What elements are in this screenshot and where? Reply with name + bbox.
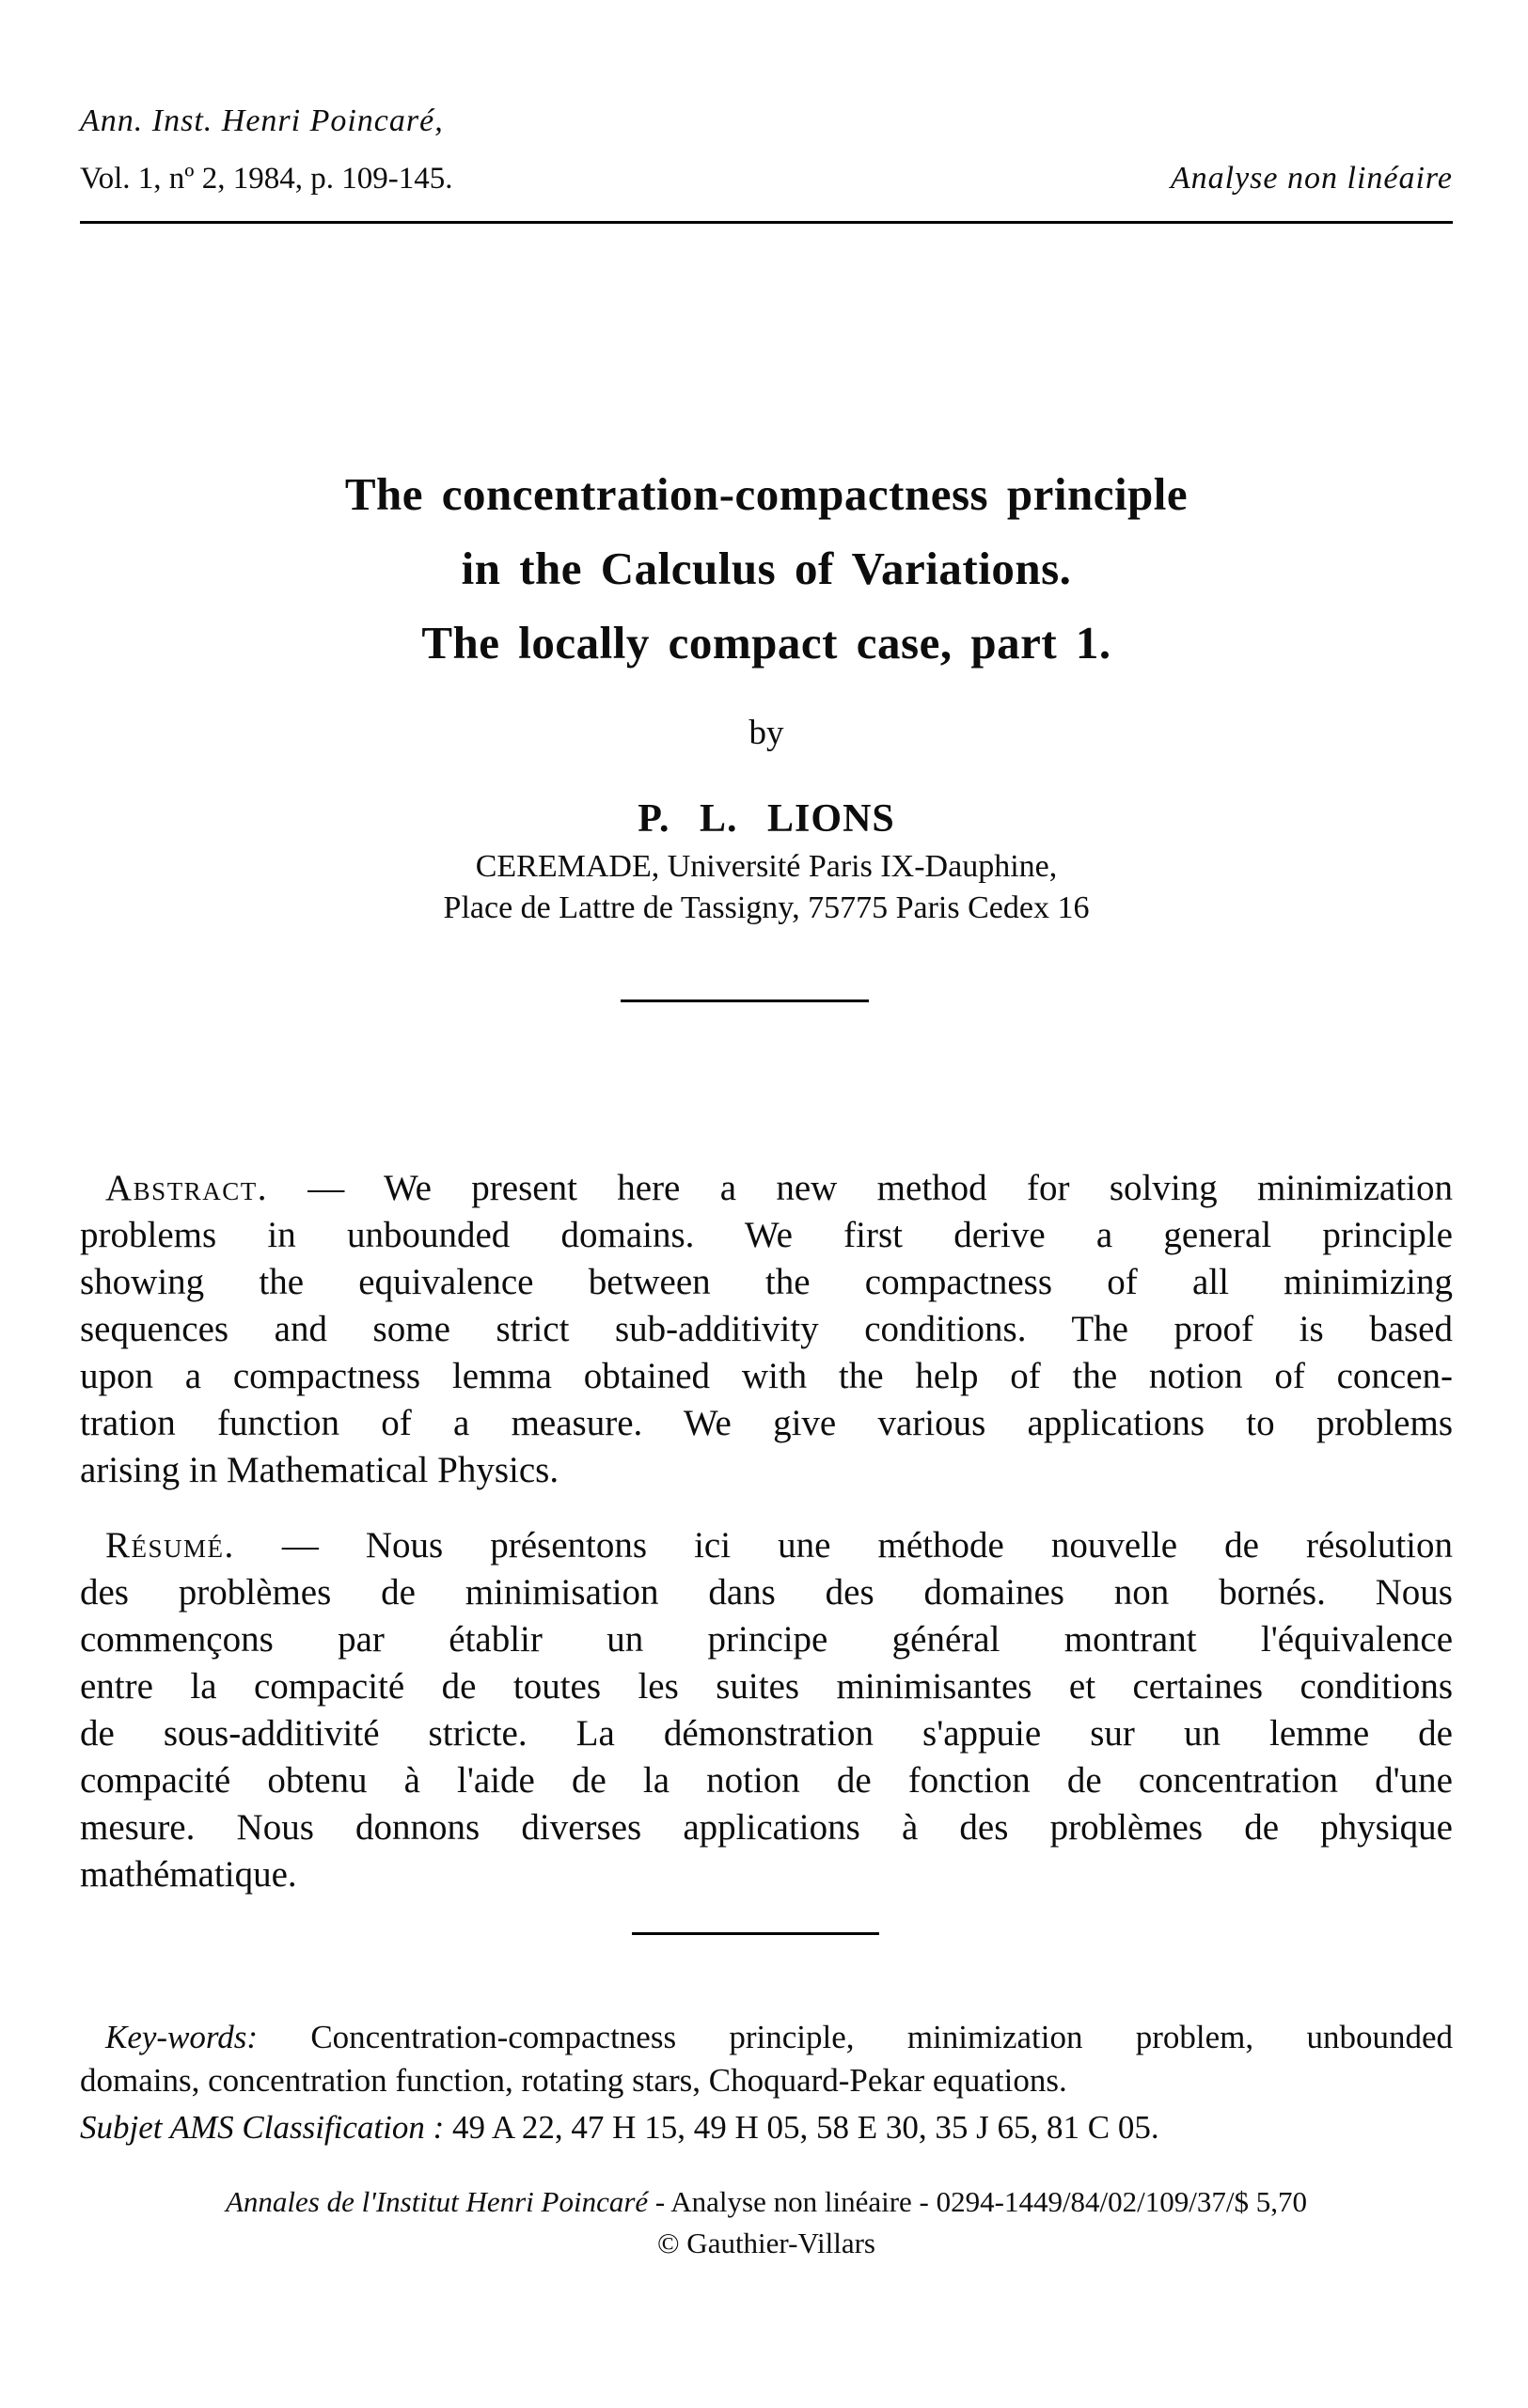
abstract-label: Abstract.: [105, 1168, 268, 1208]
footer-imprint-line: [80, 2181, 1453, 2223]
keywords-body-lines: domains, concentration function, rotating stars, Choquard-Pekar equations.: [80, 2062, 1067, 2099]
volume-issue-pages: Vol. 1, nº 2, 1984, p. 109-145.: [80, 162, 453, 196]
section-divider-rule: [621, 999, 869, 1002]
abstract-body-lines: problems in unbounded domains. We first derive a general principle showing the equivalence between the compactness of all minimizing sequences and some strict sub-additivity conditions. The proof is based upon a compactness lemma obtained with the help of the notion of concen- tration function of a measure. We give various applications to problems arising in Mathematical Physics.: [80, 1215, 1453, 1490]
series-label: Analyse non linéaire: [1170, 161, 1453, 196]
byline-word: by: [748, 714, 784, 752]
resume-lead-line: [80, 1522, 1453, 1569]
author-affiliation: [80, 846, 1453, 929]
author-name: P. L. LIONS: [638, 797, 895, 841]
abstract-paragraph: [80, 1165, 1453, 1494]
keywords-lead-line: [80, 2016, 1453, 2059]
resume-label: Résumé.: [105, 1525, 235, 1566]
ams-classification-label: Subjet AMS Classification :: [80, 2109, 445, 2146]
affiliation-line-1: CEREMADE, Université Paris IX-Dauphine,: [475, 849, 1058, 884]
footer-journal-name: Annales de l'Institut Henri Poincaré: [225, 2185, 649, 2218]
paper-title-line-1: The concentration-compactness principle: [344, 468, 1189, 520]
keywords-paragraph: [80, 2016, 1453, 2102]
footer-issn-price: - Analyse non linéaire - 0294-1449/84/02/109/37/$ 5,70: [648, 2185, 1308, 2218]
paper-title: [80, 457, 1453, 680]
journal-name-line: Ann. Inst. Henri Poincaré,: [80, 103, 444, 138]
keywords-divider-rule: [632, 1932, 879, 1935]
header-rule: [80, 221, 1453, 224]
paper-title-line-3: The locally compact case, part 1.: [421, 617, 1111, 669]
abstract-lead-line: [80, 1165, 1453, 1212]
paper-title-line-2: in the Calculus of Variations.: [461, 543, 1072, 594]
resume-paragraph: [80, 1522, 1453, 1898]
header-row: [80, 160, 1453, 197]
keywords-lead-text: Concentration-compactness principle, minimization problem, unbounded: [258, 2019, 1453, 2055]
footer-copyright: © Gauthier-Villars: [657, 2227, 875, 2259]
resume-body-lines: des problèmes de minimisation dans des domaines non bornés. Nous commençons par établir un principe général montrant l'équivalence entre la compacité de toutes les suites minimisantes et certaines conditions de sous-additivité stricte. La démonstration s'appuie sur un lemme de compacité obtenu à l'aide de la notion de fonction de concentration d'une mesure. Nous donnons diverses applications à des problèmes de physique mathématique.: [80, 1572, 1453, 1895]
keywords-label: Key-words:: [105, 2019, 259, 2055]
affiliation-line-2: Place de Lattre de Tassigny, 75775 Paris Cedex 16: [443, 890, 1090, 925]
ams-classification-codes: 49 A 22, 47 H 15, 49 H 05, 58 E 30, 35 J 65, 81 C 05.: [444, 2109, 1159, 2146]
resume-lead-text: — Nous présentons ici une méthode nouvelle de résolution: [234, 1525, 1453, 1566]
abstract-lead-text: — We present here a new method for solving minimization: [267, 1168, 1453, 1208]
page-footer: [80, 2181, 1453, 2264]
ams-classification-line: [80, 2106, 1453, 2149]
